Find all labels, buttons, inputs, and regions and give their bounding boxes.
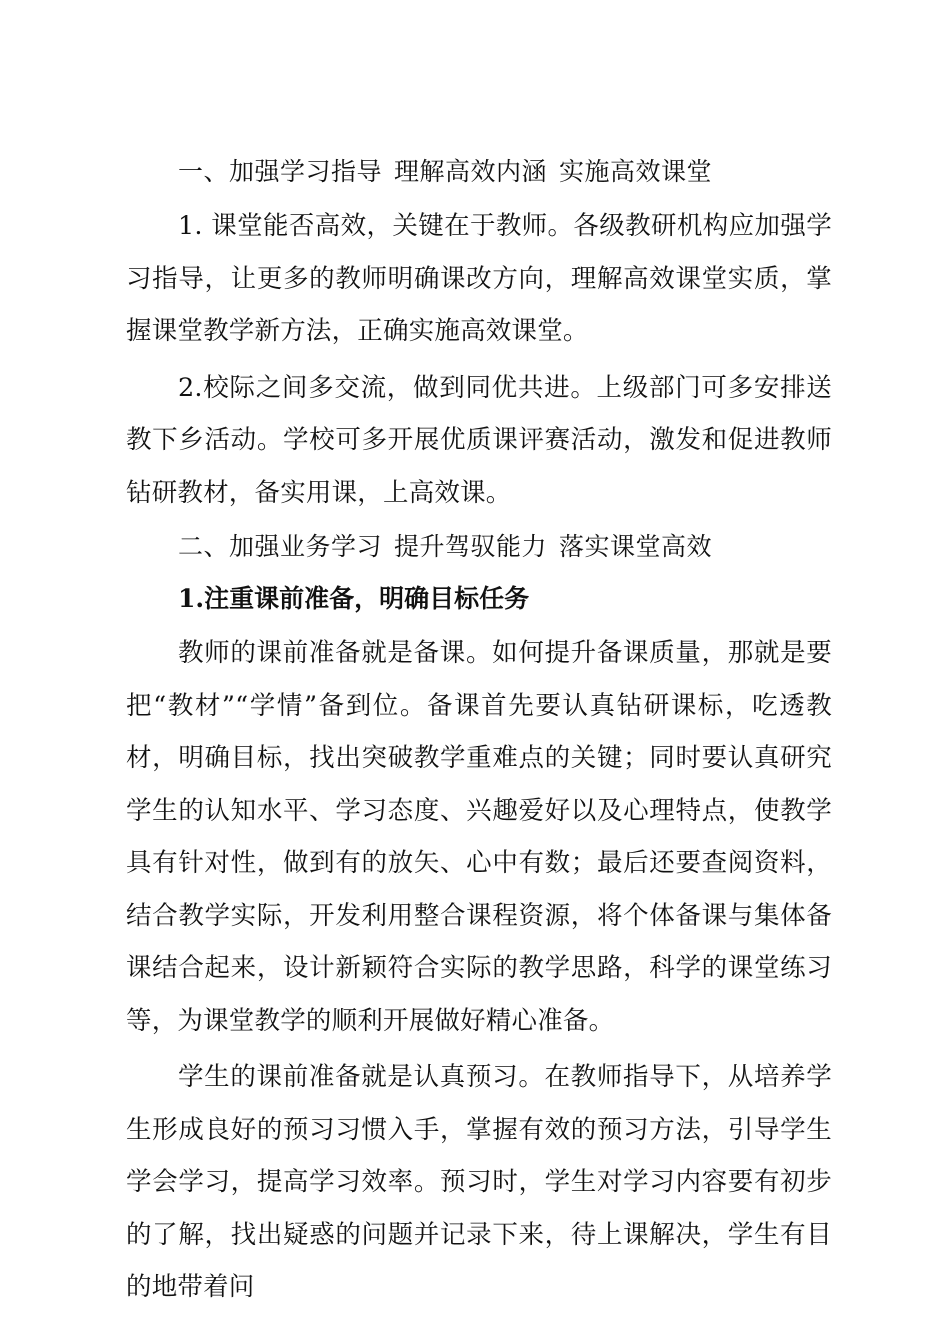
section-heading-1-part-a: 一、加强学习指导 xyxy=(178,157,383,186)
section-heading-1-part-c: 实施高效课堂 xyxy=(559,157,713,186)
document-page xyxy=(126,148,832,1318)
section-heading-1-part-b: 理解高效内涵 xyxy=(394,157,548,186)
section-heading-2 xyxy=(126,523,832,571)
paragraph-1-2: 2.校际之间多交流，做到同优共进。上级部门可多安排送教下乡活动。学校可多开展优质课评赛活动，激发和促进教师钻研教材，备实用课，上高效课。 xyxy=(126,372,832,508)
section-heading-1 xyxy=(126,148,832,196)
section-heading-2-part-a: 二、加强业务学习 xyxy=(178,532,383,561)
paragraph-2-2: 学生的课前准备就是认真预习。在教师指导下，从培养学生形成良好的预习习惯入手，掌握有效的预习方法，引导学生学会学习，提高学习效率。预习时，学生对学习内容要有初步的了解，找出疑惑的问题并记录下来，待上课解决，学生有目的地带着问 xyxy=(126,1062,832,1302)
section-heading-2-part-c: 落实课堂高效 xyxy=(559,532,713,561)
paragraph-1-1: 1. 课堂能否高效，关键在于教师。各级教研机构应加强学习指导，让更多的教师明确课改方向，理解高效课堂实质，掌握课堂教学新方法，正确实施高效课堂。 xyxy=(126,211,832,346)
section-heading-2-part-b: 提升驾驭能力 xyxy=(394,532,548,561)
paragraph-2-1: 教师的课前准备就是备课。如何提升备课质量，那就是要把“教材”“学情”备到位。备课首先要认真钻研课标，吃透教材，明确目标，找出突破教学重难点的关键；同时要认真研究学生的认知水平、学习态度、兴趣爱好以及心理特点，使教学具有针对性，做到有的放矢、心中有数；最后还要查阅资料，结合教学实际，开发利用整合课程资源，将个体备课与集体备课结合起来，设计新颖符合实际的教学思路，科学的课堂练习等，为课堂教学的顺利开展做好精心准备。 xyxy=(126,638,832,1036)
subheading-2-1: 1.注重课前准备，明确目标任务 xyxy=(178,584,530,613)
